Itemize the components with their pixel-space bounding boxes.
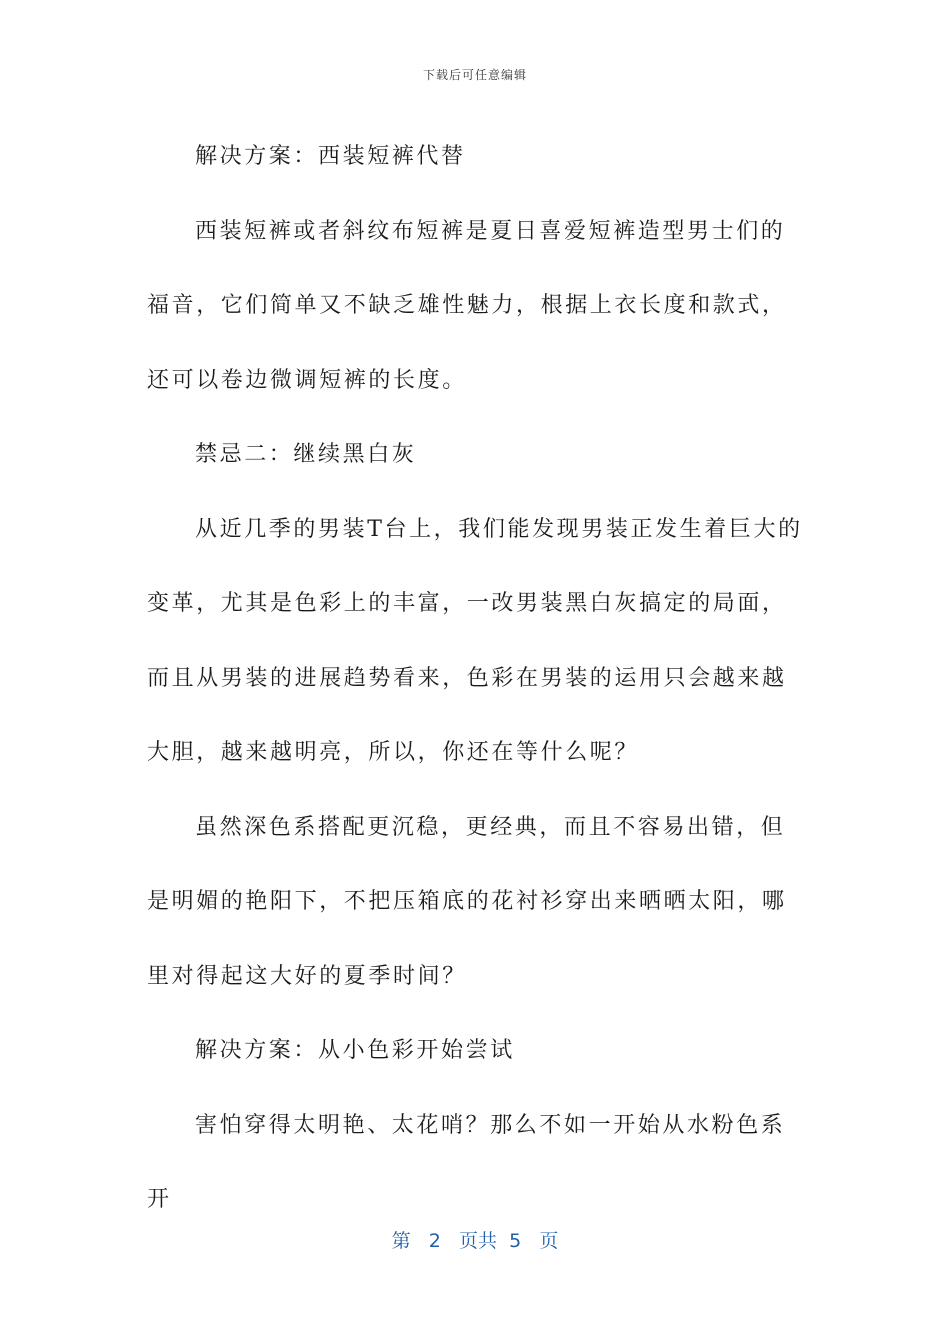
paragraph-taboo-2: 禁忌二：继续黑白灰 [195, 442, 417, 467]
document-body [147, 120, 807, 1238]
paragraph-pastel: 害怕穿得太明艳、太花哨？那么不如一开始从水粉色系开 [147, 1112, 786, 1212]
footer-current-page: 2 [428, 1230, 441, 1252]
paragraph-dark-colors: 虽然深色系搭配更沉稳，更经典，而且不容易出错，但是明媚的艳阳下，不把压箱底的花衬衫穿出来晒晒太阳，哪里对得起这大好的夏季时间？ [147, 814, 787, 989]
paragraph-runway: 从近几季的男装T台上，我们能发现男装正发生着巨大的变革，尤其是色彩上的丰富，一改男装黑白灰搞定的局面，而且从男装的进展趋势看来，色彩在男装的运用只会越来越大胆，越来越明亮，所以，你还在等什么呢？ [147, 516, 803, 765]
footer-suffix: 页 [539, 1230, 559, 1252]
paragraph-solution-2: 解决方案：从小色彩开始尝试 [195, 1038, 515, 1063]
page-footer [0, 1226, 950, 1253]
page-header: 下载后可任意编辑 [422, 68, 527, 82]
paragraph-solution-1: 解决方案：西装短裤代替 [195, 144, 466, 169]
footer-prefix: 第 [391, 1230, 411, 1252]
paragraph-shorts: 西装短裤或者斜纹布短裤是夏日喜爱短裤造型男士们的福音，它们简单又不缺乏雄性魅力，根据上衣长度和款式，还可以卷边微调短裤的长度。 [147, 218, 787, 393]
footer-total-pages: 5 [509, 1230, 522, 1252]
footer-middle: 页共 [459, 1230, 498, 1252]
